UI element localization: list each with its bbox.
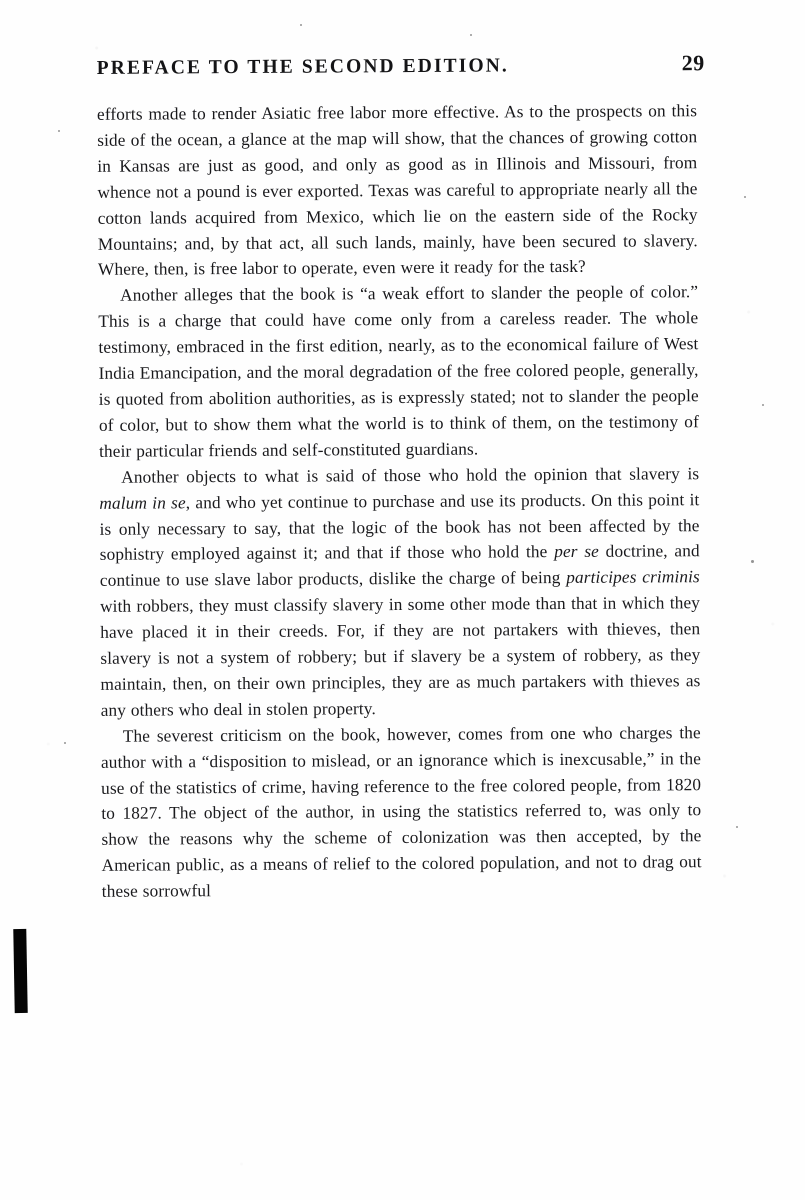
paper-speck [470,34,472,36]
paragraph: efforts made to render Asiatic free labor more effective. As to the prospects on this side of the ocean, a glance at the map will show, that the chances of growing cotton in Kansas are just as good, and only as good as in Illinois and Missouri, from whence not a pound is ever exported. Texas was careful to appropriate nearly all the cotton lands acquired from Mexico, which lie on the eastern side of the Rocky Mountains; and, by that act, all such lands, mainly, have been secured to slavery. Where, then, is free labor to operate, even were it ready for the task? [96,101,698,280]
body-text [97,98,702,905]
paper-speck [762,404,764,406]
paragraph: Another objects to what is said of those who hold the opinion that slavery is malum in se, and who yet continue to purchase and use its products. On this point it is only necessary to say, that the logic of the book has not been affected by the sophistry employed against it; and that if those who hold the per se doctrine, and continue to use slave labor products, dislike the charge of being participes criminis with robbers, they must classify slavery in some other mode than that in which they have placed it in their creeds. For, if they are not partakers with thieves, then slavery is not a system of robbery; but if slavery be a system of robbery, as they maintain, then, on their own principles, they are as much partakers with thieves as any others who deal in stolen property. [99,463,701,720]
paper-speck [736,826,738,828]
paper-speck [751,560,754,563]
running-head: PREFACE TO THE SECOND EDITION. [96,55,509,80]
paragraph: Another alleges that the book is “a weak effort to slander the people of color.” This is a charge that could have come only from a careless reader. The whole testimony, embraced in the first edition, nearly, as to the economical failure of West India Emancipation, and the moral degradation of the free colored people, generally, is quoted from abolition authorities, as is expressly stated; not to slander the people of color, but to show them what the world is to think of them, on the testimony of their particular friends and self-constituted guardians. [98,282,699,461]
paragraph: The severest criticism on the book, however, comes from one who charges the author with a “disposition to mislead, or an ignorance which is inexcusable,” in the use of the statistics of crime, having reference to the free colored people, from 1820 to 1827. The object of the author, in using the statistics referred to, was only to show the reasons why the scheme of colonization was then accepted, by the American public, as a means of relief to the colored population, and not to drag out these sorrowful [100,722,702,902]
page-number: 29 [681,50,705,76]
scanner-edge-artifact [13,929,27,1013]
paper-speck [58,130,60,132]
paper-speck [64,742,66,744]
page-header [97,50,705,80]
paper-speck [744,196,746,198]
paper-speck [300,24,302,26]
